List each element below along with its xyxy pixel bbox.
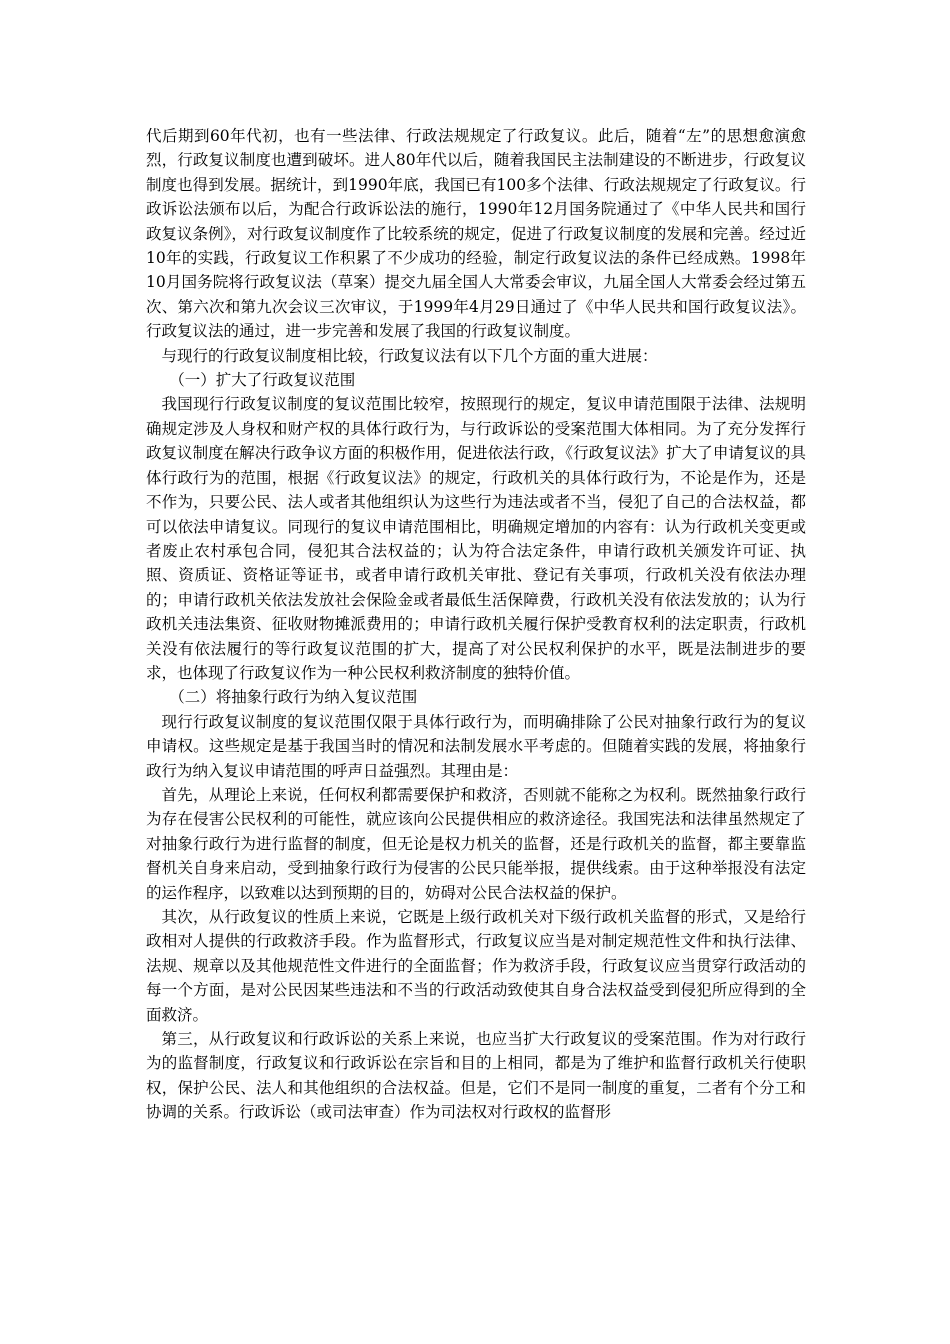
paragraph-reason-second: 其次，从行政复议的性质上来说，它既是上级行政机关对下级行政机关监督的形式，又是给行政相对人提供的行政救济手段。作为监督形式，行政复议应当是对制定规范性文件和执行法律、法规、规章以及其他规范性文件进行的全面监督；作为救济手段，行政复议应当贯穿行政活动的每一个方面，是对公民因某些违法和不当的行政活动致使其自身合法权益受到侵犯所应得到的全面救济。 xyxy=(146,908,806,1024)
document-page xyxy=(146,124,806,1125)
paragraph-history: 代后期到60年代初，也有一些法律、行政法规规定了行政复议。此后，随着“左”的思想愈演愈烈，行政复议制度也遭到破坏。进人80年代以后，随着我国民主法制建设的不断进步，行政复议制度也得到发展。据统计，到1990年底，我国已有100多个法律、行政法规规定了行政复议。行政诉讼法颁布以后，为配合行政诉讼法的施行，1990年12月国务院通过了《中华人民共和国行政复议条例》，对行政复议制度作了比较系统的规定，促进了行政复议制度的发展和完善。经过近10年的实践，行政复议工作积累了不少成功的经验，制定行政复议法的条件已经成熟。1998年10月国务院将行政复议法（草案）提交九届全国人大常委会审议，九届全国人大常委会经过第五次、第六次和第九次会议三次审议，于1999年4月29日通过了《中华人民共和国行政复议法》。行政复议法的通过，进一步完善和发展了我国的行政复议制度。 xyxy=(146,127,806,341)
paragraph-progress-intro: 与现行的行政复议制度相比较，行政复议法有以下几个方面的重大进展： xyxy=(161,346,658,365)
paragraph-scope-expansion: 我国现行行政复议制度的复议范围比较窄，按照现行的规定，复议申请范围限于法律、法规明确规定涉及人身权和财产权的具体行政行为，与行政诉讼的受案范围大体相同。为了充分发挥行政复议制度在解决行政争议方面的积极作用，促进依法行政，《行政复议法》扩大了申请复议的具体行政行为的范围，根据《行政复议法》的规定，行政机关的具体行政行为，不论是作为，还是不作为，只要公民、法人或者其他组织认为这些行为违法或者不当，侵犯了自己的合法权益，都可以依法申请复议。同现行的复议申请范围相比，明确规定增加的内容有：认为行政机关变更或者废止农村承包合同，侵犯其合法权益的；认为符合法定条件，申请行政机关颁发许可证、执照、资质证、资格证等证书，或者申请行政机关审批、登记有关事项，行政机关没有依法办理的；申请行政机关依法发放社会保险金或者最低生活保障费，行政机关没有依法发放的；认为行政机关违法集资、征收财物摊派费用的；申请行政机关履行保护受教育权利的法定职责，行政机关没有依法履行的等行政复议范围的扩大，提高了对公民权利保护的水平，既是法制进步的要求，也体现了行政复议作为一种公民权利救济制度的独特价值。 xyxy=(146,395,806,682)
paragraph-reason-third: 第三，从行政复议和行政诉讼的关系上来说，也应当扩大行政复议的受案范围。作为对行政行为的监督制度，行政复议和行政诉讼在宗旨和目的上相同，都是为了维护和监督行政机关行使职权，保护公民、法人和其他组织的合法权益。但是，它们不是同一制度的重复，二者有个分工和协调的关系。行政诉讼（或司法审查）作为司法权对行政权的监督形 xyxy=(146,1030,806,1122)
section-heading-2: （二）将抽象行政行为纳入复议范围 xyxy=(169,688,418,707)
section-heading-1: （一）扩大了行政复议范围 xyxy=(169,371,356,390)
paragraph-reason-first: 首先，从理论上来说，任何权利都需要保护和救济，否则就不能称之为权利。既然抽象行政行为存在侵害公民权利的可能性，就应该向公民提供相应的救济途径。我国宪法和法律虽然规定了对抽象行政行为进行监督的制度，但无论是权力机关的监督，还是行政机关的监督，都主要靠监督机关自身来启动，受到抽象行政行为侵害的公民只能举报，提供线索。由于这种举报没有法定的运作程序，以致难以达到预期的目的，妨碍对公民合法权益的保护。 xyxy=(146,785,806,902)
paragraph-abstract-acts: 现行行政复议制度的复议范围仅限于具体行政行为，而明确排除了公民对抽象行政行为的复议申请权。这些规定是基于我国当时的情况和法制发展水平考虑的。但随着实践的发展，将抽象行政行为纳入复议申请范围的呼声日益强烈。其理由是： xyxy=(146,712,806,780)
